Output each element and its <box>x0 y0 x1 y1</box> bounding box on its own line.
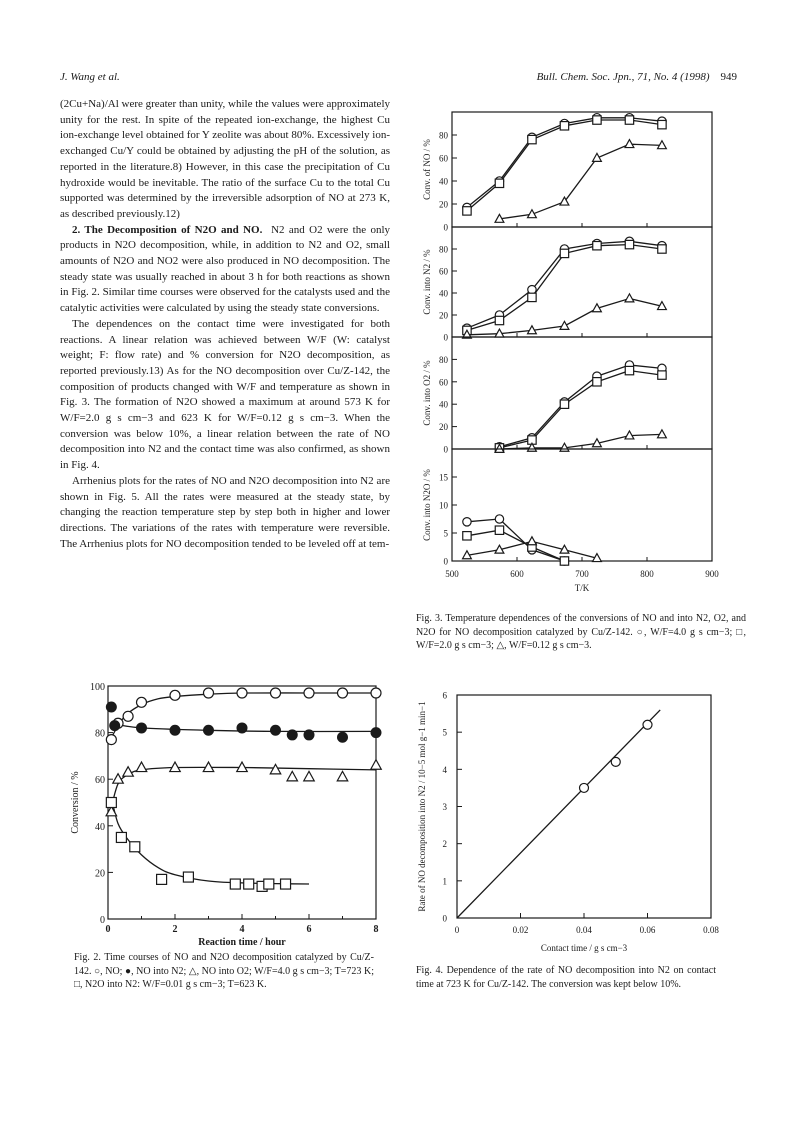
fig2-point-open-circle <box>338 688 348 698</box>
fig2-point-open-square <box>106 798 116 808</box>
fig4-fit-line <box>457 710 660 918</box>
figure-2-caption: Fig. 2. Time courses of NO and N2O decomposition catalyzed by Cu/Z-142. ○, NO; ●, NO into N2; △, NO into O2; W/F=4.0 g s cm−3; T=723 K; □, N2O into N2: W/F=0.01 g s cm−3; T=623 K. <box>74 952 374 990</box>
fig2-point-open-triangle <box>304 771 315 781</box>
fig3-point-open-square <box>495 316 503 324</box>
fig3-panel-frame <box>452 112 712 227</box>
fig2-x-tick-label: 2 <box>172 924 178 935</box>
fig3-y-axis-label-2: Conv. into N2 / % <box>422 249 432 315</box>
fig2-point-open-square <box>183 872 193 882</box>
fig3-point-open-square <box>495 526 503 534</box>
fig2-point-open-square <box>281 879 291 889</box>
fig3-y-tick-label: 15 <box>439 472 448 483</box>
fig3-x-tick-label: 900 <box>705 569 719 579</box>
fig3-x-tick-label: 600 <box>510 569 524 579</box>
fig4-x-tick-label: 0.04 <box>576 925 592 935</box>
fig3-point-open-square <box>658 245 666 253</box>
fig3-y-tick-label: 0 <box>443 332 448 343</box>
fig4-x-tick-label: 0 <box>454 925 460 935</box>
fig3-y-axis-label-3: Conv. into O2 / % <box>422 360 432 426</box>
fig3-y-tick-label: 20 <box>439 199 448 210</box>
fig2-point-open-circle <box>123 711 133 721</box>
fig3-point-open-triangle <box>658 430 667 438</box>
fig3-point-open-square <box>658 120 666 128</box>
fig3-panel-frame <box>452 227 712 337</box>
fig4-x-tick-label: 0.02 <box>512 925 529 935</box>
fig4-y-tick-label: 3 <box>442 802 447 812</box>
fig4-y-tick-label: 5 <box>442 727 447 738</box>
fig2-point-filled-circle <box>170 725 180 735</box>
fig3-x-axis-label: T/K <box>574 583 590 593</box>
fig2-point-open-circle <box>304 688 314 698</box>
fig2-y-tick-label: 100 <box>90 682 105 693</box>
fig3-point-open-square <box>528 293 536 301</box>
fig3-x-tick-label: 700 <box>575 569 589 579</box>
fig2-x-tick-label: 6 <box>306 924 312 935</box>
fig3-line-open-triangle <box>499 144 662 219</box>
fig4-x-tick-label: 0.08 <box>703 925 719 935</box>
fig3-point-open-square <box>593 116 601 124</box>
fig3-y-tick-label: 20 <box>439 422 448 433</box>
fig2-point-filled-circle <box>237 723 247 733</box>
fig2-point-open-square <box>264 879 274 889</box>
fig2-y-tick-label: 40 <box>95 821 105 833</box>
fig3-point-open-square <box>560 122 568 130</box>
paragraph-3: The dependences on the contact time were investigated for both reactions. A linear relation was achieved between W/F (W: catalyst weight; F: flow rate) and % conversion for N2O decomposition, as reported previously.13) As for the NO decomposition over Cu/Z-142, the composition of products changed with W/F and temperature as shown in Fig. 3. The formation of N2O showed a maximum at around 573 K for W/F=2.0 g s cm−3 and 623 K for W/F=0.12 g s cm−3. When the conversion was below 10%, a linear relation between the rate of NO decomposition into N2 and the contact time was also confirmed, as shown in Fig. 4. <box>60 317 390 472</box>
figure-4-caption: Fig. 4. Dependence of the rate of NO decomposition into N2 on contact time at 723 K for Cu/Z-142. The conversion was kept below 10%. <box>416 965 716 990</box>
fig3-y-tick-label: 40 <box>439 176 448 187</box>
fig4-y-axis-label: Rate of NO decomposition into N2 / 10−5 mol g−1 min−1 <box>417 701 427 912</box>
fig3-y-tick-label: 40 <box>439 399 448 410</box>
journal-citation: Bull. Chem. Soc. Jpn., 71, No. 4 (1998) <box>536 71 710 83</box>
fig2-point-open-square <box>157 874 167 884</box>
fig2-point-open-circle <box>170 690 180 700</box>
fig3-x-tick-label: 800 <box>640 569 654 579</box>
fig3-y-tick-label: 60 <box>439 377 448 388</box>
fig2-point-open-square <box>130 842 140 852</box>
fig4-y-tick-label: 2 <box>442 839 447 850</box>
fig3-y-tick-label: 0 <box>443 222 448 233</box>
fig2-point-open-triangle <box>371 760 382 770</box>
fig2-y-tick-label: 80 <box>95 728 105 740</box>
fig3-x-tick-label: 500 <box>445 569 459 579</box>
fig2-point-open-circle <box>137 697 147 707</box>
fig3-y-tick-label: 60 <box>439 266 448 277</box>
fig3-y-tick-label: 40 <box>439 288 448 299</box>
paragraph-2-text: N2 and O2 were the only products in N2O decomposition, while, in addition to N2 and O2, small amounts of N2O and NO2 were also produced in NO decomposition. The steady state was usually reached in about 3 h for both reactions as shown in Fig. 2. Similar time courses were observed for the catalysts used and the catalytic activities were calculated by using the steady state conversions. <box>60 223 391 315</box>
fig3-point-open-square <box>560 400 568 408</box>
fig3-y-tick-label: 20 <box>439 310 448 321</box>
fig2-point-open-triangle <box>337 771 348 781</box>
paragraph-1: (2Cu+Na)/Al were greater than unity, while the values were approximately unity for the rest. In spite of the repeated ion-exchange, the highest Cu ion-exchange level obtained for Y zeolite was about 80%. Excessively ion-exchanged Cu/Y could be obtained by adjusting the pH of the solution, as reported in the literature.8) However, in this case the precipitation of Cu hydroxide would be inevitable. The ratio of the surface Cu to the total Cu supported was determined by the irreversible adsorption of NO at 273 K, as described previously.12) <box>60 98 390 220</box>
fig3-y-tick-label: 0 <box>443 556 448 567</box>
fig3-point-open-triangle <box>560 321 569 329</box>
page-number: 949 <box>720 71 737 83</box>
fig4-plot-frame <box>457 695 711 918</box>
fig3-y-tick-label: 80 <box>439 130 448 141</box>
fig2-curve-open-triangle <box>111 767 376 807</box>
fig3-point-open-circle <box>463 518 471 526</box>
fig3-y-tick-label: 60 <box>439 153 448 164</box>
fig3-point-open-square <box>495 179 503 187</box>
fig3-line-open-circle <box>467 118 662 208</box>
fig3-point-open-square <box>625 116 633 124</box>
fig2-y-tick-label: 0 <box>100 915 105 926</box>
fig2-point-open-circle <box>271 688 281 698</box>
fig2-x-axis-label: Reaction time / hour <box>198 937 286 948</box>
fig4-x-tick-label: 0.06 <box>639 925 656 935</box>
fig3-line-open-square <box>499 371 662 448</box>
fig2-y-tick-label: 20 <box>95 868 105 880</box>
fig3-point-open-triangle <box>625 294 634 302</box>
fig3-point-open-square <box>625 366 633 374</box>
fig2-point-open-triangle <box>270 764 281 774</box>
fig2-point-open-triangle <box>287 771 298 781</box>
fig3-y-tick-label: 80 <box>439 354 448 365</box>
fig2-point-open-triangle <box>136 762 147 772</box>
fig2-y-axis-label: Conversion / % <box>70 771 81 834</box>
fig2-point-open-circle <box>237 688 247 698</box>
fig3-point-open-square <box>560 249 568 257</box>
fig3-point-open-square <box>658 371 666 379</box>
fig2-point-filled-circle <box>371 728 381 738</box>
fig3-panel-frame <box>452 337 712 449</box>
fig2-point-filled-circle <box>106 702 116 712</box>
fig3-point-open-triangle <box>625 140 634 148</box>
fig3-y-axis-label-4: Conv. into N2O / % <box>422 469 432 541</box>
fig4-point-open-circle <box>611 757 620 766</box>
fig3-point-open-square <box>463 532 471 540</box>
fig3-point-open-square <box>463 207 471 215</box>
fig2-point-filled-circle <box>110 721 120 731</box>
fig4-point-open-circle <box>580 783 589 792</box>
fig4-y-tick-label: 4 <box>442 764 447 775</box>
fig2-point-filled-circle <box>338 732 348 742</box>
fig2-point-filled-circle <box>204 725 214 735</box>
figure-3-caption: Fig. 3. Temperature dependences of the conversions of NO and into N2, O2, and N2O for NO decomposition catalyzed by Cu/Z-142. ○, W/F=4.0 g s cm−3; □, W/F=2.0 g s cm−3; △, W/F=0.12 g s cm−3. <box>416 613 746 651</box>
fig3-point-open-square <box>625 240 633 248</box>
fig4-y-tick-label: 1 <box>442 876 447 887</box>
fig2-point-filled-circle <box>137 723 147 733</box>
fig3-y-tick-label: 0 <box>443 444 448 455</box>
fig3-point-open-circle <box>495 515 503 523</box>
fig4-y-tick-label: 6 <box>442 690 447 701</box>
paragraph-4: Arrhenius plots for the rates of NO and N2O decomposition into N2 are shown in Fig. 5. All the rates were measured at the steady state, by changing the reaction temperature step by step both in higher and lower directions. The variations of the rates with temperature were reversible. The Arrhenius plots for NO decomposition tended to be leveled off at tem- <box>60 474 390 550</box>
running-head-authors: J. Wang et al. <box>60 71 120 83</box>
fig2-plot-frame <box>108 686 376 919</box>
fig4-point-open-circle <box>643 720 652 729</box>
fig2-point-open-circle <box>371 688 381 698</box>
fig2-point-open-triangle <box>237 762 248 772</box>
fig2-point-open-square <box>116 832 126 842</box>
fig2-x-tick-label: 0 <box>105 924 111 935</box>
section-heading: 2. The Decomposition of N2O and NO. <box>72 223 263 236</box>
fig3-point-open-square <box>560 557 568 565</box>
fig3-y-tick-label: 5 <box>443 528 448 539</box>
fig3-line-open-circle <box>499 365 662 447</box>
fig2-point-open-triangle <box>123 767 134 777</box>
fig2-x-tick-label: 8 <box>373 924 379 935</box>
fig2-x-tick-label: 4 <box>239 924 245 935</box>
fig2-point-filled-circle <box>304 730 314 740</box>
fig4-x-axis-label: Contact time / g s cm−3 <box>540 943 628 953</box>
fig2-point-open-square <box>244 879 254 889</box>
fig4-y-tick-label: 0 <box>442 913 447 924</box>
fig2-y-tick-label: 60 <box>95 775 105 787</box>
fig2-curve-open-square <box>111 798 309 884</box>
fig2-point-open-circle <box>106 735 116 745</box>
fig3-point-open-square <box>593 242 601 250</box>
fig3-y-tick-label: 10 <box>439 500 448 511</box>
fig2-point-open-circle <box>204 688 214 698</box>
fig3-point-open-triangle <box>528 537 537 545</box>
fig3-point-open-square <box>593 378 601 386</box>
fig3-point-open-square <box>528 135 536 143</box>
fig3-panel-frame <box>452 449 712 561</box>
fig2-point-filled-circle <box>271 725 281 735</box>
fig2-point-open-square <box>230 879 240 889</box>
fig3-y-axis-label-1: Conv. of NO / % <box>422 139 432 200</box>
fig2-point-filled-circle <box>287 730 297 740</box>
fig3-y-tick-label: 80 <box>439 244 448 255</box>
